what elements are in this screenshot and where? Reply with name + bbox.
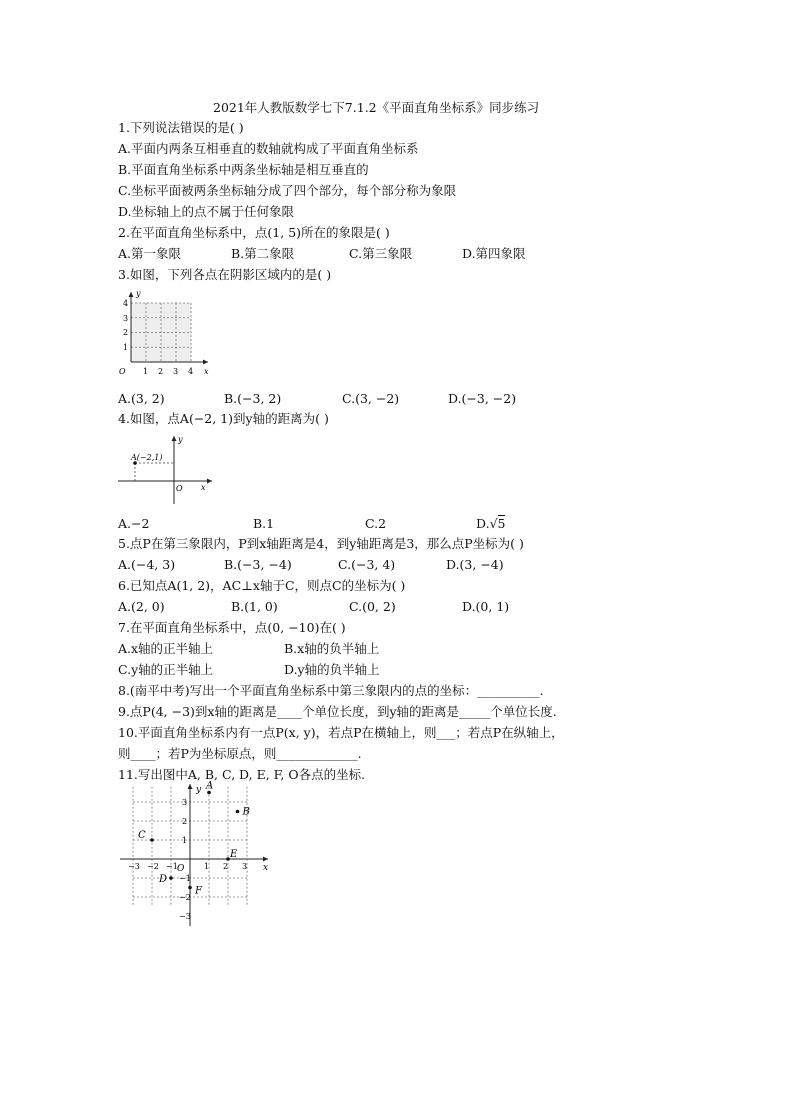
page-title: 2021年人教版数学七下7.1.2《平面直角坐标系》同步练习 <box>213 100 540 115</box>
q7-option-d: D.y轴的负半轴上 <box>284 662 380 677</box>
q3-stem: 3.如图，下列各点在阴影区域内的是( ) <box>118 267 332 282</box>
q4-figure <box>116 430 226 504</box>
q7-option-a: A.x轴的正半轴上 <box>118 641 214 656</box>
q4-y-arrow-icon <box>172 436 177 441</box>
q11-y-tick: −1 <box>179 874 191 883</box>
q4-y-label: y <box>178 435 183 444</box>
q3-y-tick: 2 <box>123 328 129 337</box>
q4-sqrt-radicand: 5 <box>497 516 506 531</box>
q3-origin-label: O <box>119 367 126 376</box>
q11-x-label: x <box>263 863 269 873</box>
q11-y-tick: 1 <box>182 836 188 845</box>
q11-point-label: B <box>242 806 250 818</box>
q6-option-c: C.(0, 2) <box>349 599 396 614</box>
q2-option-b: B.第二象限 <box>231 246 295 261</box>
q6-option-a: A.(2, 0) <box>118 599 165 614</box>
q4-option-c: C.2 <box>365 516 387 531</box>
q11-x-tick: −3 <box>128 862 140 871</box>
q1-option-b: B.平面直角坐标系中两条坐标轴是相互垂直的 <box>118 162 369 177</box>
q1-option-a: A.平面内两条互相垂直的数轴就构成了平面直角坐标系 <box>118 141 419 156</box>
q4-option-b: B.1 <box>253 516 275 531</box>
q11-point <box>150 838 154 842</box>
q6-stem: 6.已知点A(1, 2)，AC⊥x轴于C，则点C的坐标为( ) <box>118 578 406 593</box>
q4-stem: 4.如图，点A(−2, 1)到y轴的距离为( ) <box>118 411 329 426</box>
q3-y-tick: 1 <box>123 343 129 352</box>
q5-option-b: B.(−3, −4) <box>224 557 292 572</box>
q11-point <box>188 886 192 890</box>
q6-option-b: B.(1, 0) <box>231 599 278 614</box>
q11-x-arrow-icon <box>263 857 268 862</box>
q3-y-tick: 4 <box>123 299 129 308</box>
q4-x-arrow-icon <box>207 479 212 484</box>
q7-stem: 7.在平面直角坐标系中，点(0, −10)在( ) <box>118 620 346 635</box>
q3-figure <box>116 288 216 380</box>
q5-option-d: D.(3, −4) <box>446 557 504 572</box>
q11-x-tick: 2 <box>223 862 229 871</box>
q4-point-label: A(−2,1) <box>131 453 163 462</box>
q11-y-tick: −3 <box>179 912 191 921</box>
q2-option-c: C.第三象限 <box>349 246 413 261</box>
q6-option-d: D.(0, 1) <box>462 599 510 614</box>
q2-option-a: A.第一象限 <box>118 246 182 261</box>
q11-figure <box>118 780 278 926</box>
q5-stem: 5.点P在第三象限内，P到x轴距离是4，到y轴距离是3，那么点P坐标为( ) <box>118 536 524 551</box>
q3-option-c: C.(3, −2) <box>342 391 400 406</box>
q3-option-d: D.(−3, −2) <box>448 391 517 406</box>
q11-point-label: C <box>138 830 146 841</box>
q3-x-tick: 1 <box>143 367 149 376</box>
q11-y-tick: 2 <box>182 817 188 826</box>
q1-option-d: D.坐标轴上的点不属于任何象限 <box>118 204 295 219</box>
q3-x-tick: 2 <box>158 367 164 376</box>
q4-origin-label: O <box>176 484 183 493</box>
q11-x-tick: 1 <box>204 862 210 871</box>
q7-option-b: B.x轴的负半轴上 <box>284 641 380 656</box>
q1-option-c: C.坐标平面被两条坐标轴分成了四个部分，每个部分称为象限 <box>118 183 457 198</box>
q5-option-a: A.(−4, 3) <box>118 557 176 572</box>
q11-point-label: D <box>159 874 168 885</box>
q10-line1: 10.平面直角坐标系内有一点P(x, y)，若点P在横轴上，则___；若点P在纵轴上， <box>118 725 564 740</box>
q3-y-tick: 3 <box>123 314 129 323</box>
q3-option-b: B.(−3, 2) <box>224 391 282 406</box>
q3-option-a: A.(3, 2) <box>118 391 165 406</box>
q9-stem: 9.点P(4, −3)到x轴的距离是____个单位长度，到y轴的距离是_____个单位长度. <box>118 704 557 719</box>
q3-x-tick: 4 <box>188 367 194 376</box>
q8-stem: 8.(南平中考)写出一个平面直角坐标系中第三象限内的点的坐标：__________. <box>118 683 544 698</box>
q10-line2: 则____；若P为坐标原点，则_____________. <box>118 746 362 761</box>
q11-point <box>169 876 173 880</box>
q11-point-label: A <box>206 780 214 792</box>
q11-stem: 11.写出图中A, B, C, D, E, F, O各点的坐标. <box>118 767 366 782</box>
q5-option-c: C.(−3, 4) <box>338 557 396 572</box>
q2-stem: 2.在平面直角坐标系中，点(1, 5)所在的象限是( ) <box>118 225 390 240</box>
q11-x-tick: −1 <box>166 862 178 871</box>
q2-option-d: D.第四象限 <box>462 246 526 261</box>
q4-option-d: D.√5 <box>476 516 506 531</box>
q7-option-c: C.y轴的正半轴上 <box>118 662 214 677</box>
q4-x-label: x <box>201 483 206 492</box>
q11-x-tick: 3 <box>242 862 248 871</box>
q11-x-tick: −2 <box>147 862 159 871</box>
q11-points <box>138 781 250 897</box>
q11-y-tick: 3 <box>182 798 188 807</box>
q11-point-label: E <box>230 849 238 860</box>
q11-point <box>236 810 240 814</box>
q3-y-label: y <box>136 289 141 298</box>
q11-y-tick: −2 <box>179 893 191 902</box>
q11-point-label: F <box>195 885 202 897</box>
q11-y-label: y <box>196 785 202 795</box>
q3-y-arrow-icon <box>129 292 134 297</box>
q1-stem: 1.下列说法错误的是( ) <box>118 120 244 135</box>
q3-x-label: x <box>204 367 209 376</box>
q11-origin-label: O <box>177 864 185 874</box>
q4-option-a: A.−2 <box>118 516 150 531</box>
q3-x-arrow-icon <box>203 360 208 365</box>
q3-x-tick: 3 <box>173 367 179 376</box>
q11-y-arrow-icon <box>188 784 193 789</box>
